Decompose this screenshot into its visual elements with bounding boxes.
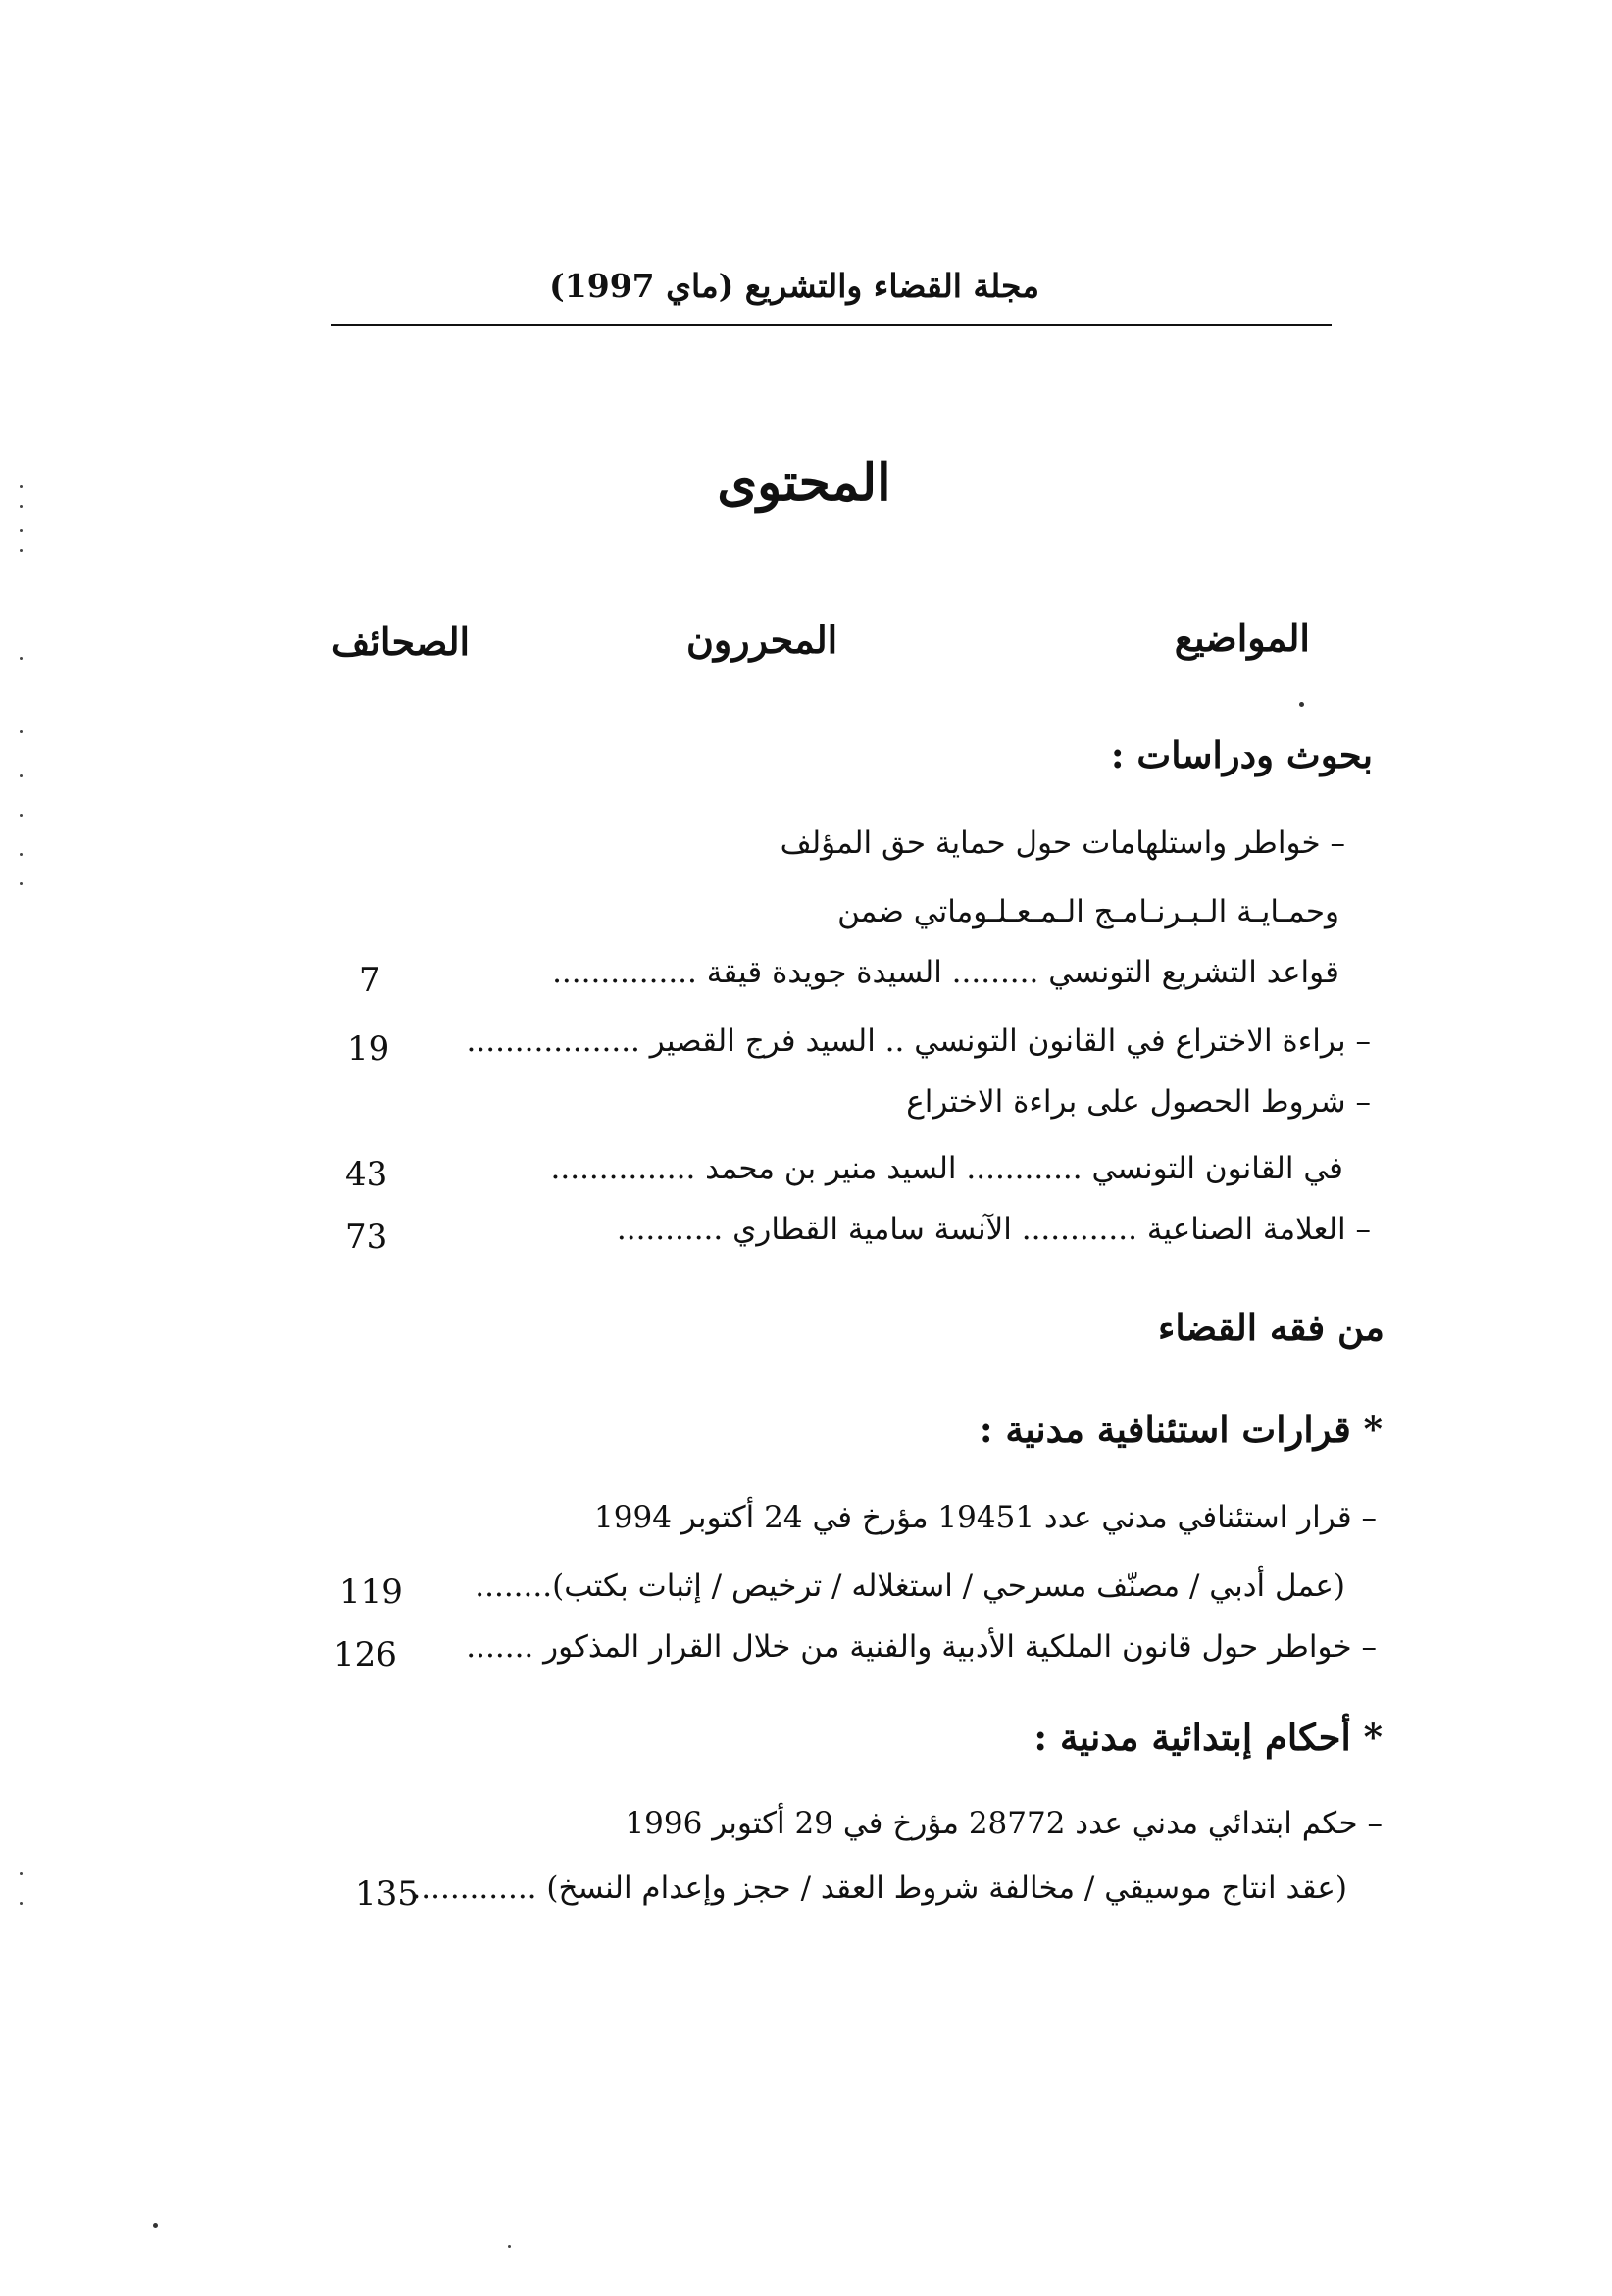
toc-line: – خواطر واستلهامات حول حماية حق المؤلف (780, 825, 1345, 861)
scan-speck (508, 2245, 511, 2248)
scan-speck (20, 1872, 23, 1875)
scan-speck (20, 774, 23, 777)
page-number: 19 (347, 1029, 390, 1069)
toc-line: قواعد التشريع التونسي ......... السيدة جويدة قيقة ............... (552, 955, 1339, 990)
toc-line: في القانون التونسي ............ السيد منير بن محمد ............... (550, 1151, 1343, 1186)
scan-speck (20, 730, 23, 733)
page-number: 119 (339, 1572, 403, 1612)
section-heading: * قرارات استئنافية مدنية : (979, 1408, 1383, 1451)
toc-line: (عمل أدبي / مصنّف مسرحي / استغلاله / ترخيص / إثبات بكتب)........ (475, 1569, 1345, 1604)
scan-speck (20, 529, 23, 532)
toc-line: (عقد انتاج موسيقي / مخالفة شروط العقد / حجز وإعدام النسخ) ............. (411, 1871, 1347, 1906)
toc-line: – قرار استئنافي مدني عدد 19451 مؤرخ في 24 أكتوبر 1994 (594, 1500, 1377, 1535)
scan-speck (20, 549, 23, 552)
scan-speck (20, 853, 23, 856)
page-title: المحتوى (717, 453, 891, 513)
toc-line: – العلامة الصناعية ............ الآنسة سامية القطاري ........... (616, 1212, 1371, 1247)
toc-line: وحمـايـة الـبـرنـامـج الـمـعـلـوماتي ضمن (837, 894, 1339, 929)
section-heading: * أحكام إبتدائية مدنية : (1033, 1716, 1383, 1759)
scan-speck (20, 882, 23, 885)
scan-speck (20, 1902, 23, 1905)
section-heading: من فقه القضاء (1157, 1306, 1385, 1349)
page-number: 73 (345, 1218, 388, 1257)
scan-speck (20, 485, 23, 488)
scan-speck (20, 657, 23, 660)
column-editors: المحررون (686, 618, 838, 662)
scan-speck (20, 505, 23, 508)
section-heading: بحوث ودراسات : (1110, 733, 1373, 776)
page-number: 7 (359, 961, 380, 1000)
journal-header: مجلة القضاء والتشريع (ماي 1997) (549, 267, 1039, 305)
scan-speck (20, 814, 23, 817)
toc-line: – شروط الحصول على براءة الاختراع (906, 1084, 1371, 1120)
page-number: 126 (333, 1635, 397, 1674)
page-number: 135 (355, 1874, 419, 1914)
toc-line: – حكم ابتدائي مدني عدد 28772 مؤرخ في 29 أكتوبر 1996 (625, 1806, 1383, 1841)
toc-line: – خواطر حول قانون الملكية الأدبية والفنية من خلال القرار المذكور ....... (466, 1629, 1377, 1665)
scan-speck (153, 2223, 158, 2228)
column-topics: المواضيع (1174, 616, 1310, 660)
page-number: 43 (345, 1155, 388, 1194)
toc-line: – براءة الاختراع في القانون التونسي .. السيد فرج القصير .................. (466, 1023, 1371, 1059)
stray-dot (1299, 702, 1304, 707)
column-pages: الصحائف (331, 620, 471, 664)
header-rule (331, 324, 1332, 326)
